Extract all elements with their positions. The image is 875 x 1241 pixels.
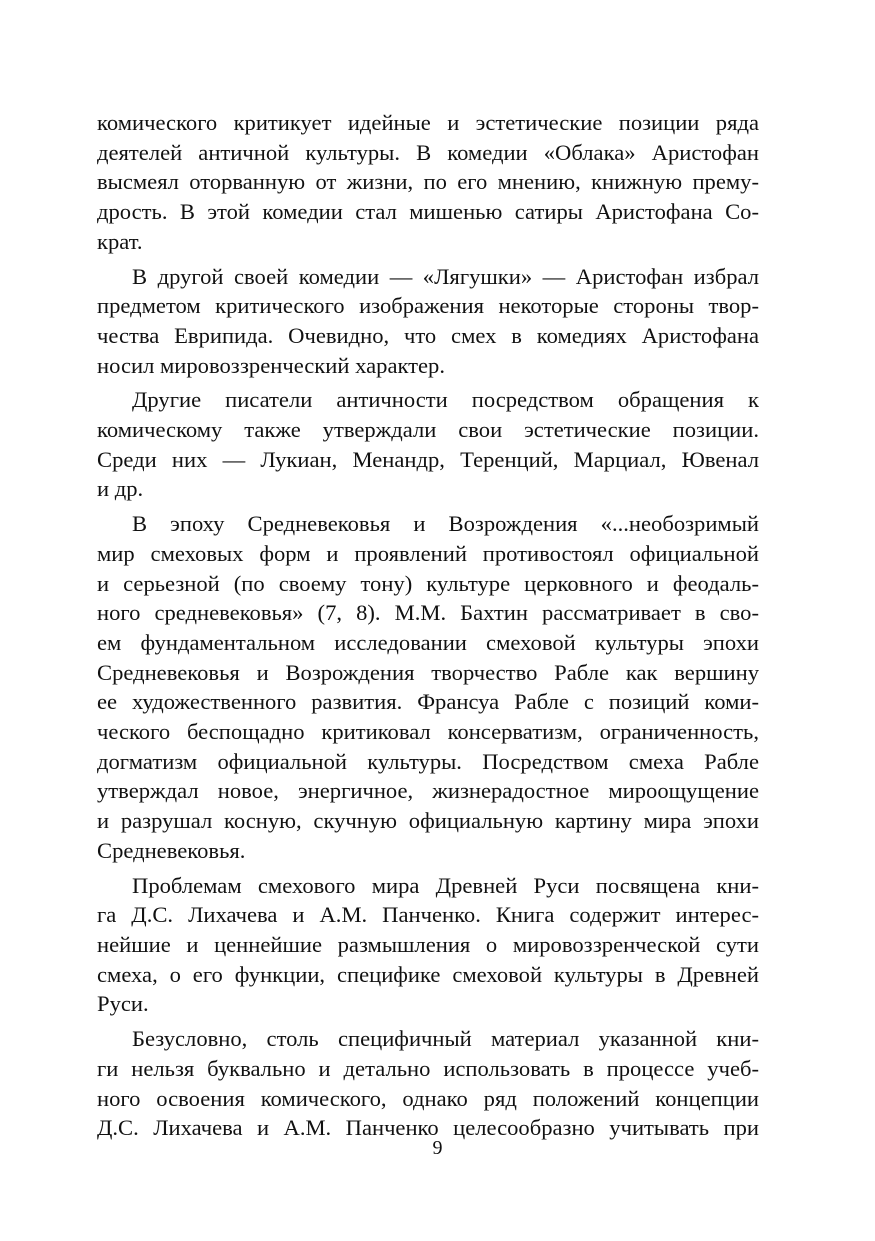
text-line: и разрушал косную, скучную официальную картину мира эпохи xyxy=(97,808,759,834)
text-line: крат. xyxy=(97,228,143,254)
text-line: дрость. В этой комедии стал мишенью сатиры Аристофана Со- xyxy=(97,199,759,225)
text-line: Другие писатели античности посредством обращения к xyxy=(132,387,759,413)
text-line: комического критикует идейные и эстетические позиции ряда xyxy=(97,110,759,135)
text-line: деятелей античной культуры. В комедии «Облака» Аристофан xyxy=(97,139,759,165)
text-line: комическому также утверждали свои эстетические позиции. xyxy=(97,417,759,443)
text-line: нейшие и ценнейшие размышления о мировоззренческой сути xyxy=(97,931,759,957)
text-line: смеха, о его функции, специфике смеховой культуры в Древней xyxy=(97,961,759,987)
text-line: Проблемам смехового мира Древней Руси посвящена кни- xyxy=(132,872,759,898)
text-line: Руси. xyxy=(97,991,149,1017)
text-line: носил мировоззренческий характер. xyxy=(97,352,445,378)
page-number: 9 xyxy=(432,1137,443,1159)
text-line: догматизм официальной культуры. Посредством смеха Рабле xyxy=(97,748,759,774)
text-line: и др. xyxy=(97,476,144,502)
text-line: Безусловно, столь специфичный материал указанной кни- xyxy=(132,1026,759,1052)
text-line: чества Еврипида. Очевидно, что смех в комедиях Аристофана xyxy=(97,322,759,348)
paragraph-5 xyxy=(97,871,759,1020)
paragraph-3 xyxy=(97,385,759,504)
paragraph-6 xyxy=(97,1024,759,1143)
text-line: утверждал новое, энергичное, жизнерадостное мироощущение xyxy=(97,778,759,804)
page-body xyxy=(97,108,759,1143)
text-line: ги нельзя буквально и детально использовать в процессе учеб- xyxy=(97,1055,759,1081)
text-line: предметом критического изображения некоторые стороны твор- xyxy=(97,293,759,319)
text-line: ее художественного развития. Франсуа Рабле с позиций коми- xyxy=(97,689,759,715)
paragraph-4 xyxy=(97,509,759,865)
text-line: В эпоху Средневековья и Возрождения «...необозримый xyxy=(132,511,759,537)
text-line: ческого беспощадно критиковал консерватизм, ограниченность, xyxy=(97,719,759,745)
paragraph-1 xyxy=(97,108,759,257)
text-line: Среди них — Лукиан, Менандр, Теренций, Марциал, Ювенал xyxy=(97,446,759,472)
text-line: Средневековья. xyxy=(97,837,246,863)
paragraph-2 xyxy=(97,262,759,381)
text-line: ного средневековья» (7, 8). М.М. Бахтин рассматривает в сво- xyxy=(97,600,759,626)
text-line: высмеял оторванную от жизни, по его мнению, книжную прему- xyxy=(97,169,759,195)
text-line: ем фундаментальном исследовании смеховой культуры эпохи xyxy=(97,629,759,655)
text-line: и серьезной (по своему тону) культуре церковного и феодаль- xyxy=(97,570,759,596)
text-line: мир смеховых форм и проявлений противостоял официальной xyxy=(97,540,759,566)
text-line: га Д.С. Лихачева и А.М. Панченко. Книга содержит интерес- xyxy=(97,902,759,928)
text-line: Средневековья и Возрождения творчество Рабле как вершину xyxy=(97,659,759,685)
text-line: ного освоения комического, однако ряд положений концепции xyxy=(97,1085,759,1111)
text-line: Д.С. Лихачева и А.М. Панченко целесообразно учитывать при xyxy=(97,1115,759,1141)
text-line: В другой своей комедии — «Лягушки» — Аристофан избрал xyxy=(132,263,759,289)
